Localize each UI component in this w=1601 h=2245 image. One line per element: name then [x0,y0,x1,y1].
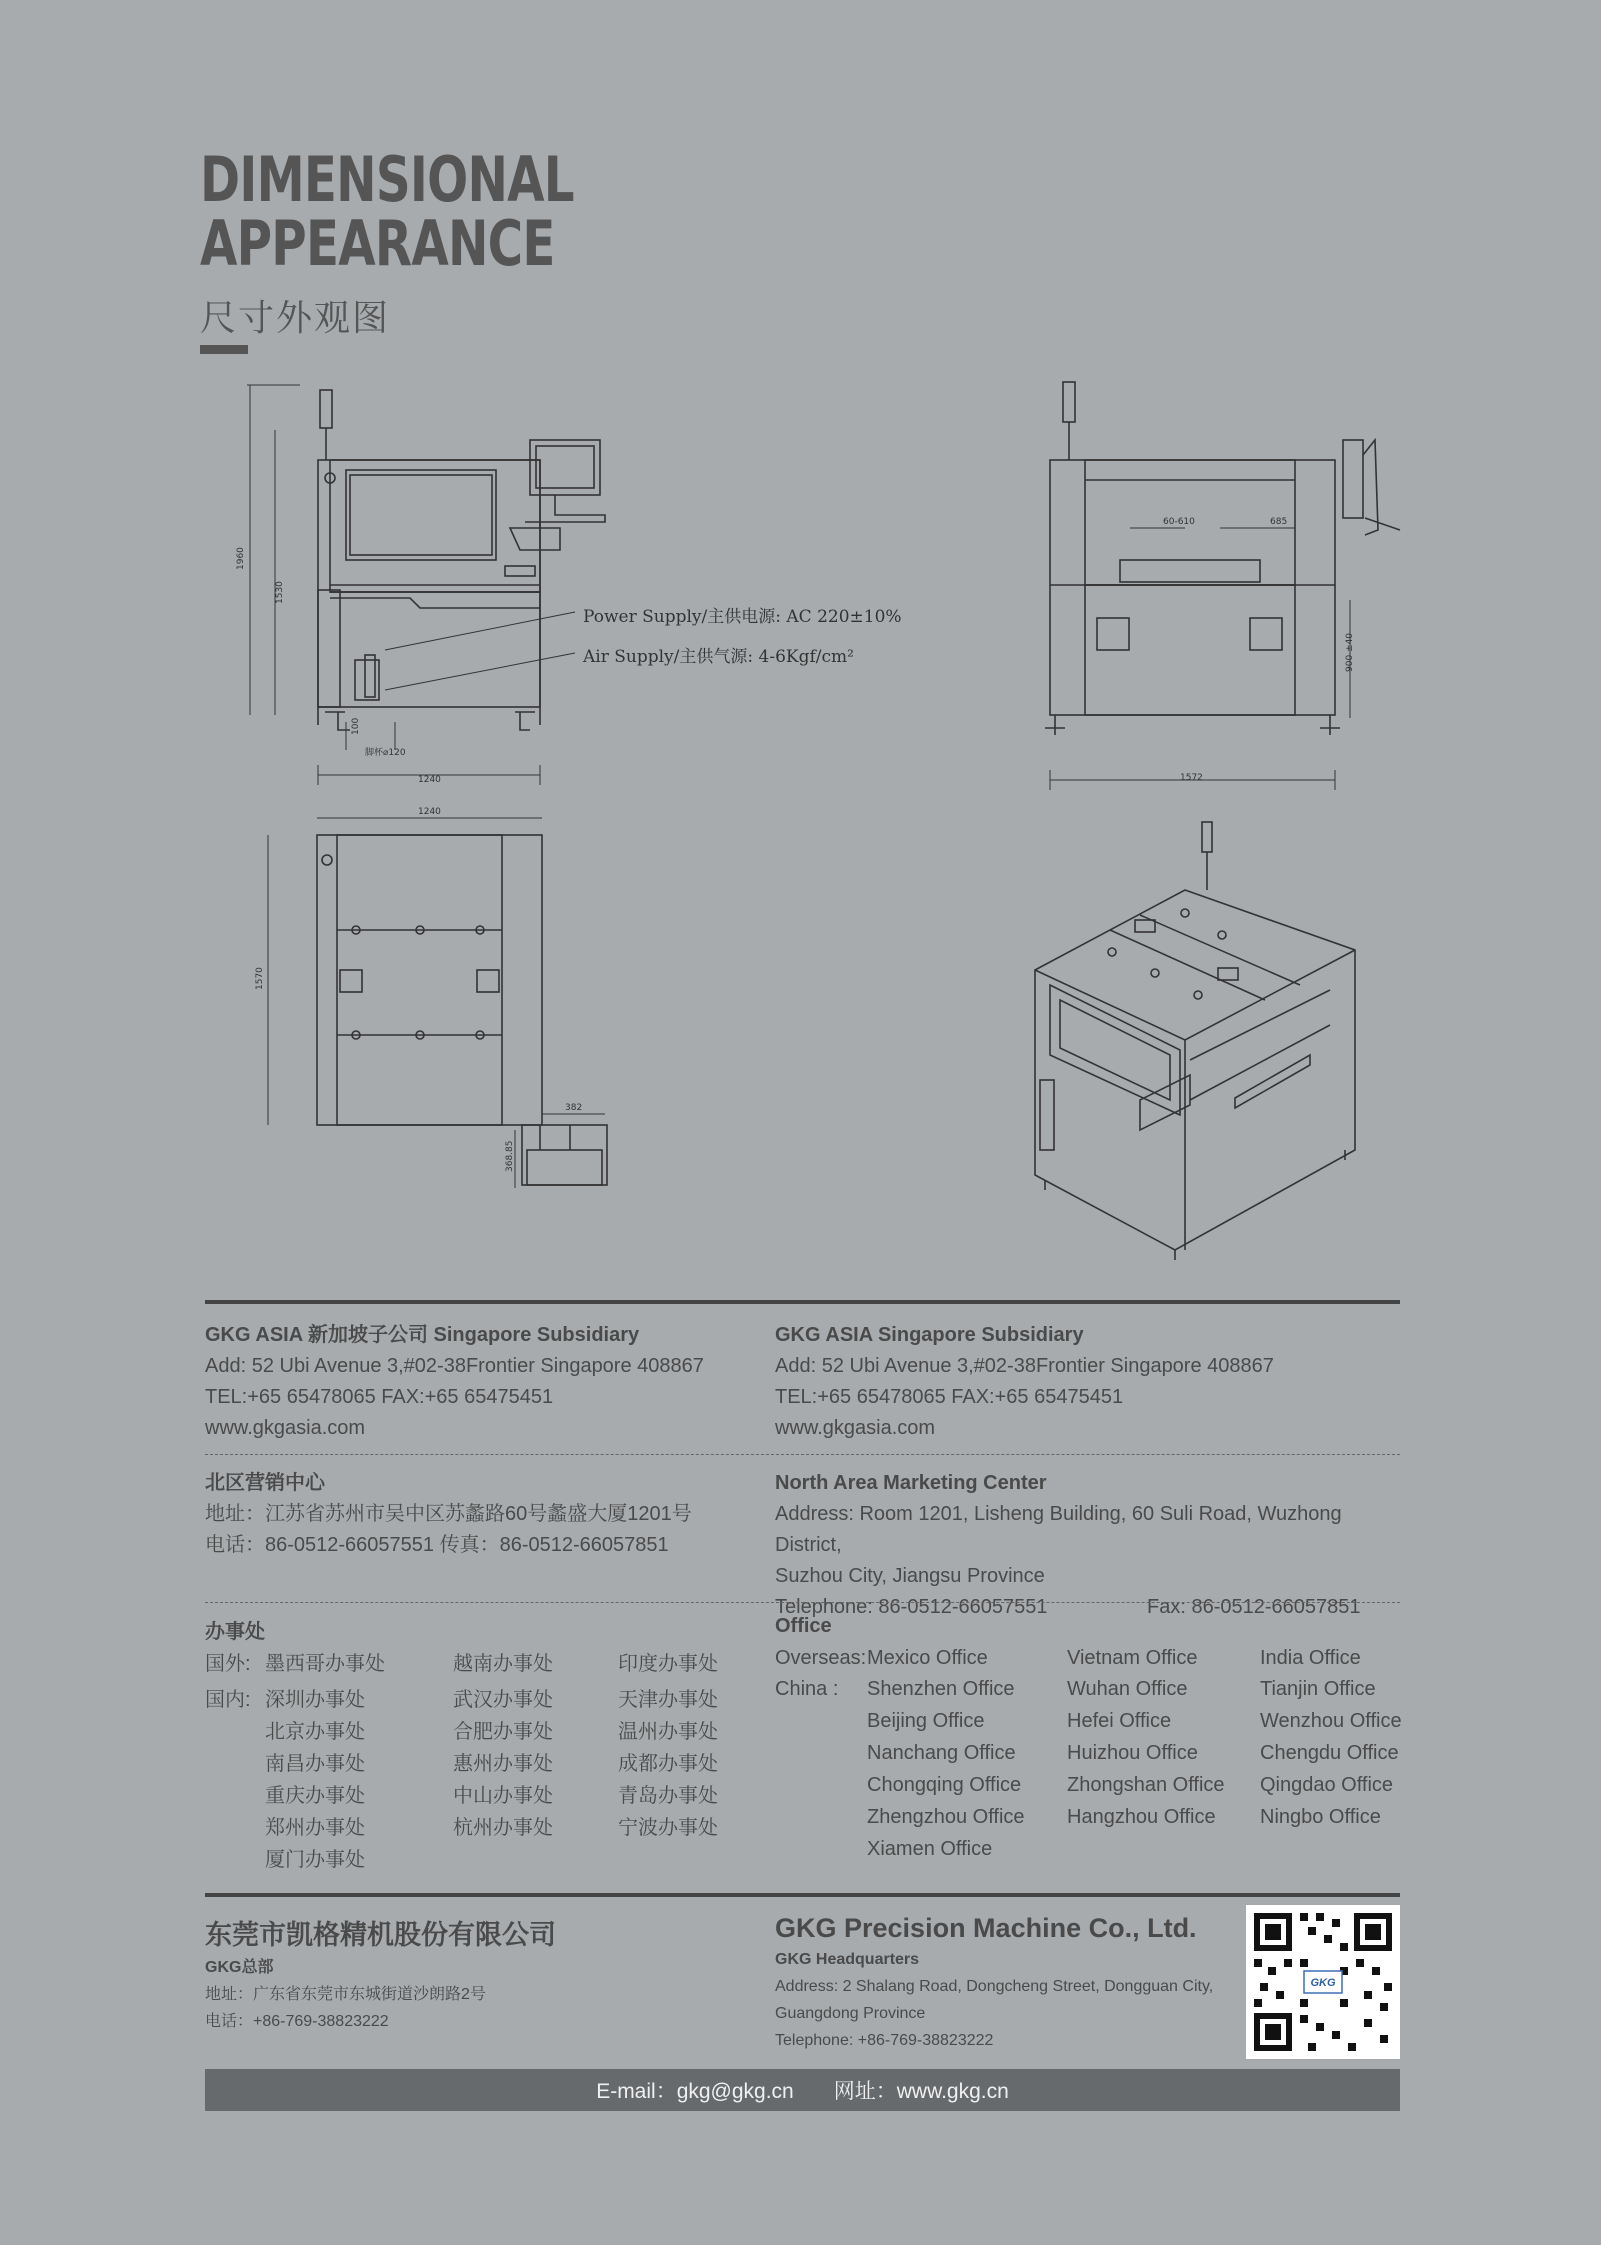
office-item: Zhengzhou Office [867,1806,1025,1828]
office-item: 合肥办事处 [453,1721,553,1743]
office-item: Tianjin Office [1260,1678,1376,1700]
dashed-divider [205,1454,1400,1455]
office-item: Beijing Office [867,1710,985,1732]
hq-address-en-2: Guangdong Province [775,2005,926,2022]
office-item: 重庆办事处 [265,1785,365,1807]
website-link[interactable]: 网址：www.gkg.cn [833,2080,1009,2103]
north-heading-cn: 北区营销中心 [205,1472,325,1494]
office-item: Hefei Office [1067,1710,1172,1732]
north-center-cn [205,1468,765,1561]
dashed-divider [205,1602,1400,1603]
dim-side-width: 1572 [1180,773,1203,783]
section-divider [205,1300,1400,1304]
footer-cn [205,1913,765,2035]
offices-cn [205,1615,765,1875]
office-item: Mexico Office [867,1647,988,1669]
dim-side-b: 685 [1270,517,1288,527]
office-item: Zhongshan Office [1067,1774,1225,1796]
office-item: 杭州办事处 [453,1817,553,1839]
hq-label-en: GKG Headquarters [775,1951,920,1968]
qr-code [1246,1905,1400,2059]
north-heading-en: North Area Marketing Center [775,1472,1047,1494]
sg-heading-cn: GKG ASIA 新加坡子公司 Singapore Subsidiary [205,1324,640,1346]
sg-tel-cn: TEL:+65 65478065 FAX:+65 65475451 [205,1386,554,1408]
dim-side-height: 900 ±40 [1345,632,1355,672]
office-item: 南昌办事处 [265,1753,365,1775]
china-label-en: China : [775,1678,839,1700]
office-item: Vietnam Office [1067,1647,1198,1669]
title-line-2: APPEARANCE [200,207,555,280]
singapore-contact-en [775,1320,1395,1444]
offices-heading-en: Office [775,1615,832,1637]
dim-foot-height: 100 [351,717,361,735]
overseas-label-cn: 国外: [205,1653,251,1675]
office-item: 天津办事处 [618,1689,718,1711]
office-item: 成都办事处 [618,1753,718,1775]
office-item: Shenzhen Office [867,1678,1015,1700]
title-line-1: DIMENSIONAL [200,143,574,216]
power-supply-label: Power Supply/主供电源: AC 220±10% [583,607,902,627]
office-item: 中山办事处 [453,1785,553,1807]
north-address-en-2: Suzhou City, Jiangsu Province [775,1565,1045,1587]
top-view-drawing [268,818,607,1188]
sg-heading-en: GKG ASIA Singapore Subsidiary [775,1324,1084,1346]
north-tel-en: Telephone: 86-0512-66057551 [775,1596,1048,1618]
front-view-drawing [247,385,605,785]
north-tel-cn: 电话：86-0512-66057551 传真：86-0512-66057851 [205,1534,669,1556]
office-item: 惠州办事处 [453,1753,553,1775]
office-item: Chengdu Office [1260,1742,1399,1764]
office-item: Huizhou Office [1067,1742,1198,1764]
office-item: Hangzhou Office [1067,1806,1216,1828]
office-item: Xiamen Office [867,1838,993,1860]
dim-front-height-total: 1960 [236,547,246,570]
footer-en [775,1913,1235,2054]
hq-label-cn: GKG总部 [205,1959,274,1976]
hq-address-cn: 地址：广东省东莞市东城街道沙朗路2号 [205,1986,486,2003]
office-item: 郑州办事处 [265,1817,365,1839]
email-link[interactable]: E-mail：gkg@gkg.cn [596,2080,794,2103]
north-center-en [775,1468,1405,1623]
office-item: Qingdao Office [1260,1774,1394,1796]
office-item: 深圳办事处 [265,1689,365,1711]
dim-top-ext-height: 368.85 [505,1140,515,1172]
office-item: 北京办事处 [265,1721,365,1743]
sg-tel-en: TEL:+65 65478065 FAX:+65 65475451 [775,1386,1124,1408]
office-item: Chongqing Office [867,1774,1022,1796]
qr-logo: GKG [1310,1976,1336,1989]
dim-front-width: 1240 [418,775,441,785]
office-item: Ningbo Office [1260,1806,1381,1828]
office-item: Wenzhou Office [1260,1710,1402,1732]
side-view-drawing [1045,382,1400,790]
office-item: Wuhan Office [1067,1678,1188,1700]
office-item: 墨西哥办事处 [265,1653,385,1675]
office-item: 印度办事处 [618,1653,718,1675]
sg-address-cn: Add: 52 Ubi Avenue 3,#02-38Frontier Singapore 408867 [205,1355,704,1377]
isometric-view-drawing [1035,822,1355,1260]
overseas-label-en: Overseas: [775,1647,867,1669]
office-item: 武汉办事处 [453,1689,553,1711]
north-address-en-1: Address: Room 1201, Lisheng Building, 60 Suli Road, Wuzhong District, [775,1503,1342,1556]
contact-bar [205,2069,1400,2111]
office-item: Nanchang Office [867,1742,1016,1764]
offices-heading-cn: 办事处 [205,1621,265,1643]
dim-foot-pad: 脚杯⌀120 [365,748,406,758]
sg-address-en: Add: 52 Ubi Avenue 3,#02-38Frontier Singapore 408867 [775,1355,1274,1377]
sg-web-cn: www.gkgasia.com [205,1417,366,1439]
company-name-cn: 东莞市凯格精机股份有限公司 [205,1920,556,1950]
hq-tel-en: Telephone: +86-769-38823222 [775,2032,994,2049]
offices-en [775,1615,1405,1875]
company-name-en: GKG Precision Machine Co., Ltd. [775,1913,1197,1943]
office-item: 厦门办事处 [265,1849,365,1871]
dim-top-depth: 1570 [255,967,265,990]
north-address-cn: 地址：江苏省苏州市吴中区苏蠡路60号蠡盛大厦1201号 [205,1503,692,1525]
singapore-contact-cn [205,1320,765,1444]
dim-top-ext: 382 [565,1103,583,1113]
dim-side-a: 60-610 [1163,517,1195,527]
china-label-cn: 国内: [205,1689,251,1711]
office-item: 宁波办事处 [618,1817,718,1839]
office-item: India Office [1260,1647,1361,1669]
section-divider [205,1893,1400,1897]
north-fax-en: Fax: 86-0512-66057851 [1147,1596,1361,1618]
air-supply-label: Air Supply/主供气源: 4-6Kgf/cm² [583,647,854,667]
office-item: 越南办事处 [453,1653,553,1675]
hq-address-en-1: Address: 2 Shalang Road, Dongcheng Street, Dongguan City, [775,1978,1214,1995]
dim-front-height-body: 1530 [275,581,285,604]
office-item: 温州办事处 [618,1721,718,1743]
dim-top-width: 1240 [418,807,441,817]
office-item: 青岛办事处 [618,1785,718,1807]
hq-tel-cn: 电话：+86-769-38823222 [205,2013,389,2030]
page-subtitle: 尺寸外观图 [200,297,391,338]
sg-web-en: www.gkgasia.com [775,1417,936,1439]
